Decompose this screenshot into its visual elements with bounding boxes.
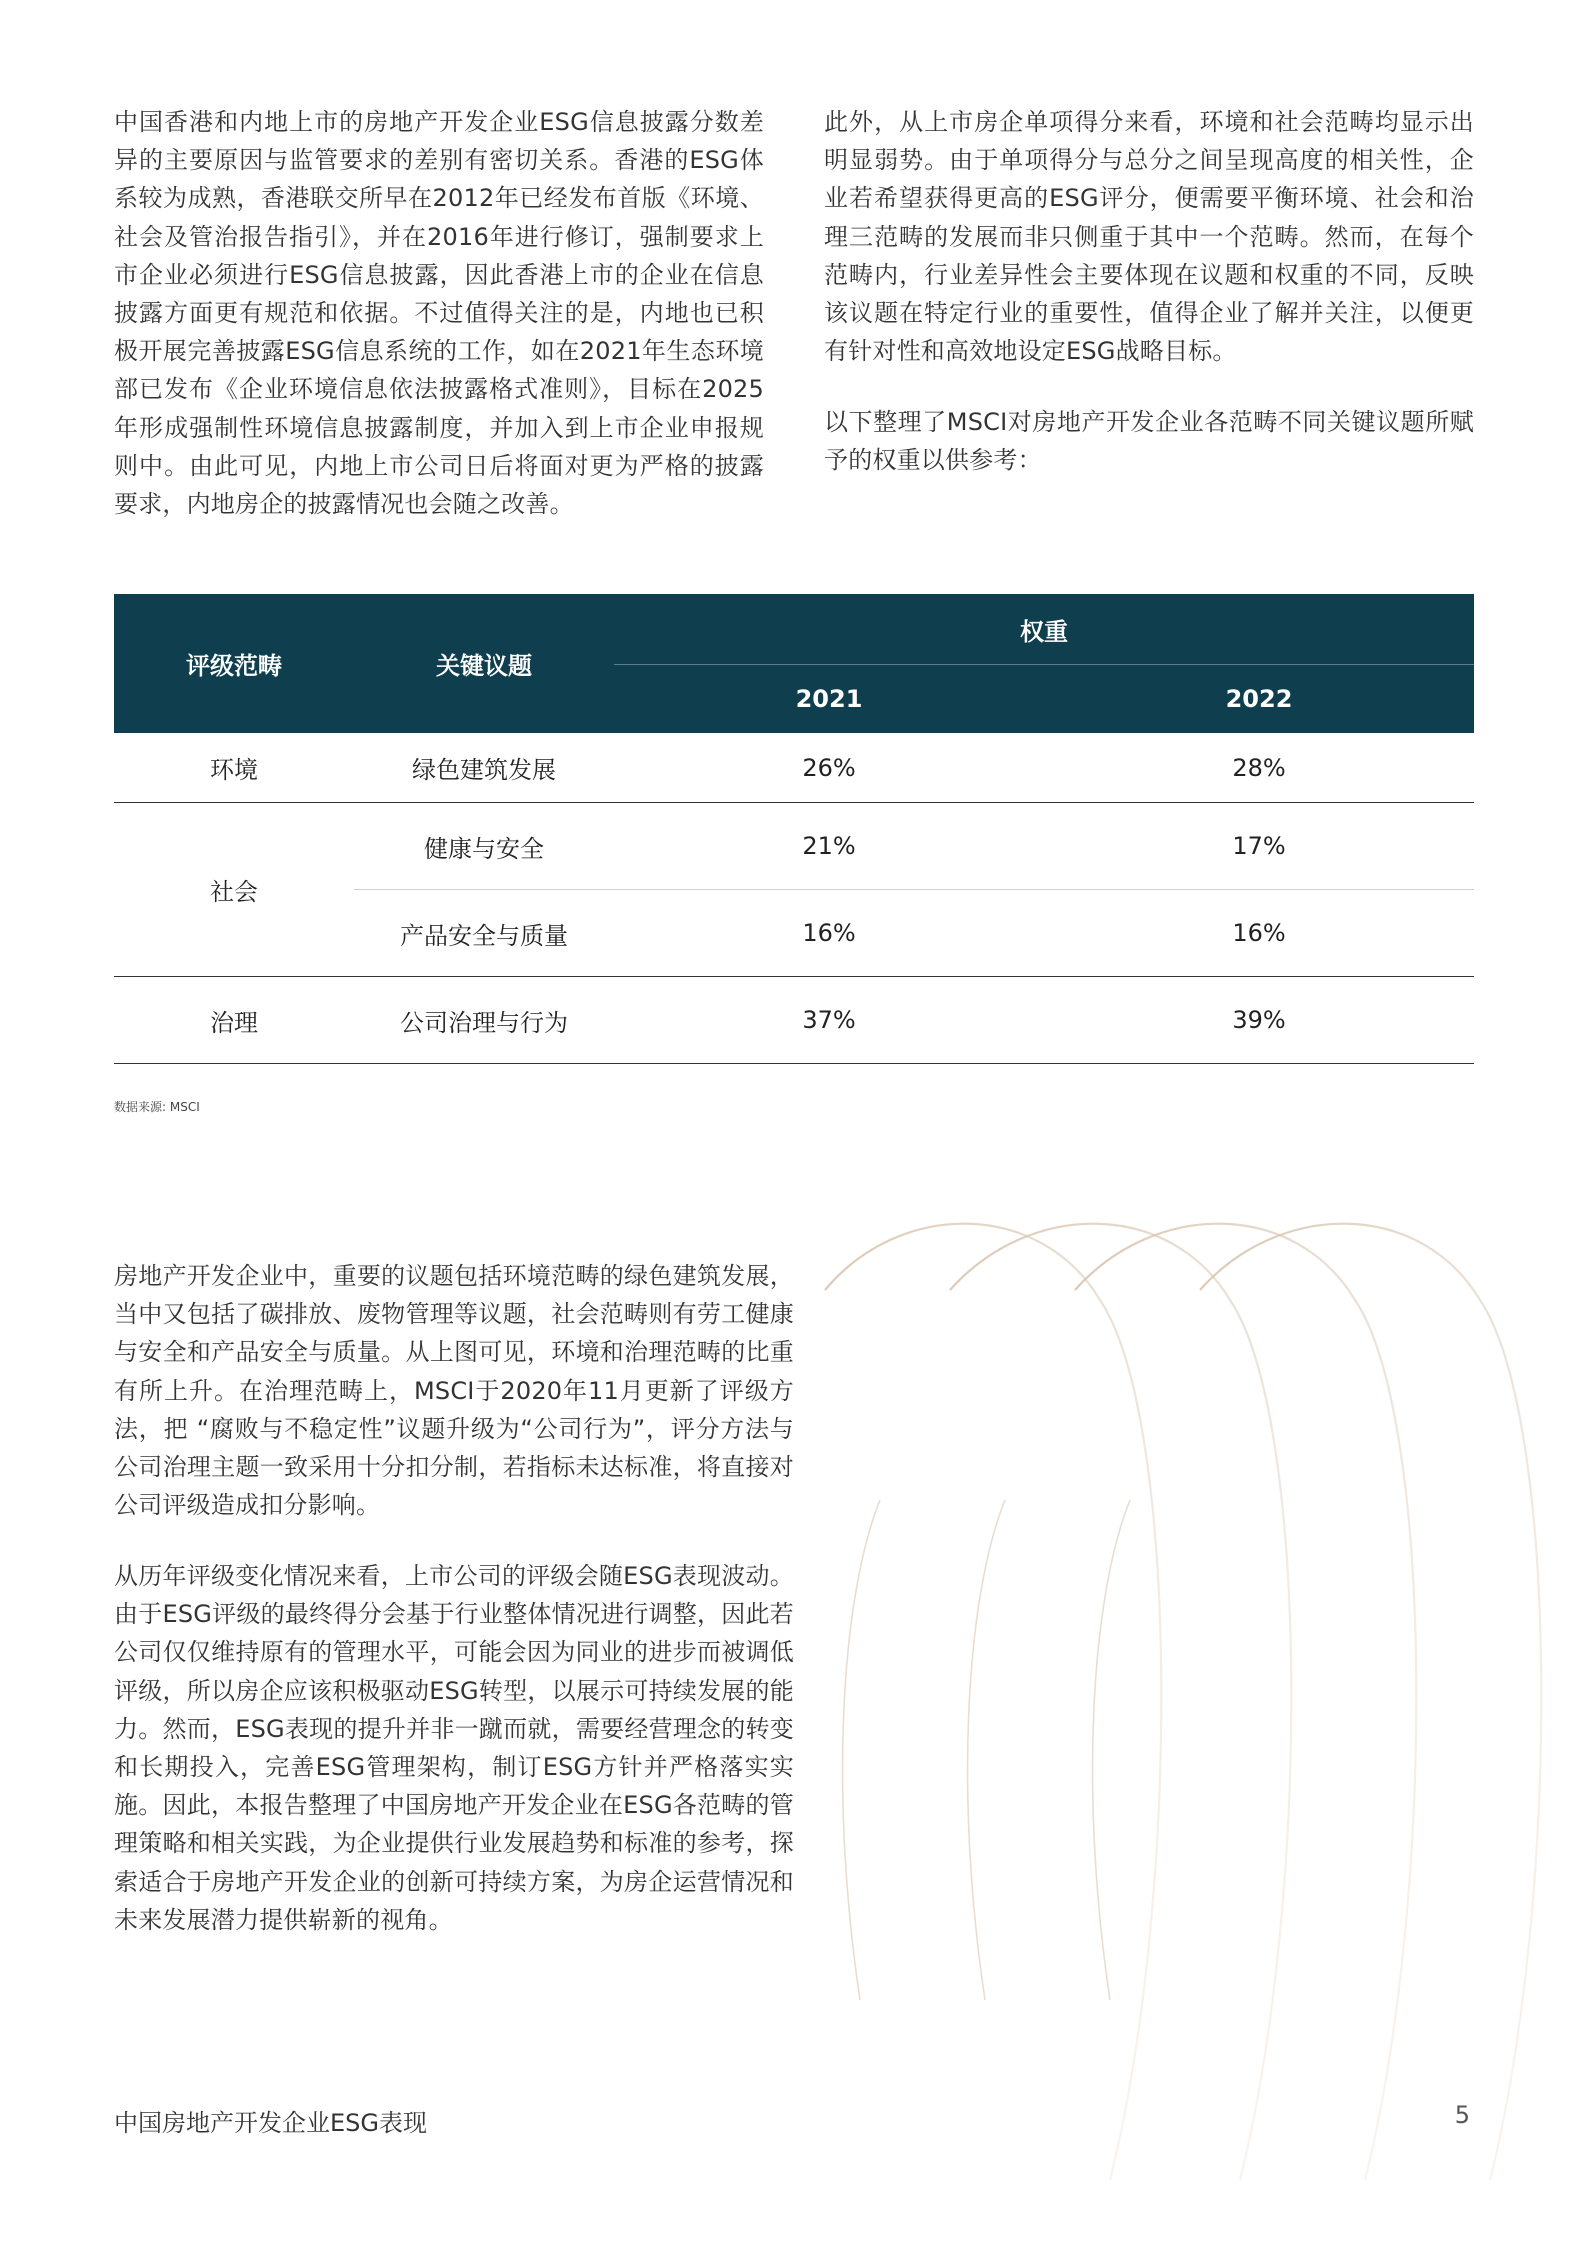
table-row — [114, 733, 1474, 803]
msci-weight-table — [114, 594, 1474, 1064]
paragraph-disclosure-differences: 中国香港和内地上市的房地产开发企业ESG信息披露分数差异的主要原因与监管要求的差别有密切关系。香港的ESG体系较为成熟，香港联交所早在2012年已经发布首版《环境、社会及管治报告指引》，并在2016年进行修订，强制要求上市企业必须进行ESG信息披露，因此香港上市的企业在信息披露方面更有规范和依据。不过值得关注的是，内地也已积极开展完善披露ESG信息系统的工作，如在2021年生态环境部已发布《企业环境信息依法披露格式准则》，目标在2025年形成强制性环境信息披露制度，并加入到上市企业申报规则中。由此可见，内地上市公司日后将面对更为严格的披露要求，内地房企的披露情况也会随之改善。 — [114, 108, 764, 519]
issue-health-safety: 健康与安全 — [354, 803, 614, 890]
paragraph-rating-changes: 从历年评级变化情况来看，上市公司的评级会随ESG表现波动。由于ESG评级的最终得分会基于行业整体情况进行调整，因此若公司仅仅维持原有的管理水平，可能会因为同业的进步而被调低评级，所以房企应该积极驱动ESG转型，以展示可持续发展的能力。然而，ESG表现的提升并非一蹴而就，需要经营理念的转变和长期投入，完善ESG管理架构，制订ESG方针并严格落实实施。因此，本报告整理了中国房地产开发企业在ESG各范畴的管理策略和相关实践，为企业提供行业发展趋势和标准的参考，探索适合于房地产开发企业的创新可持续方案，为房企运营情况和未来发展潜力提供崭新的视角。 — [114, 1562, 794, 1934]
category-social: 社会 — [114, 803, 354, 977]
issue-green-building: 绿色建筑发展 — [354, 733, 614, 803]
weight-value: 16% — [614, 890, 1044, 977]
arc-inner-1 — [843, 1500, 880, 2000]
footer-report-title: 中国房地产开发企业ESG表现 — [114, 2109, 427, 2137]
page-number: 5 — [1454, 2101, 1470, 2129]
table-header-row — [114, 594, 1474, 665]
paragraph-single-item-scores: 此外，从上市房企单项得分来看，环境和社会范畴均显示出明显弱势。由于单项得分与总分之间呈现高度的相关性，企业若希望获得更高的ESG评分，便需要平衡环境、社会和治理三范畴的发展而非只侧重于其中一个范畴。然而，在每个范畴内，行业差异性会主要体现在议题和权重的不同，反映该议题在特定行业的重要性，值得企业了解并关注，以便更有针对性和高效地设定ESG战略目标。 — [824, 108, 1474, 366]
paragraph-key-issues: 房地产开发企业中，重要的议题包括环境范畴的绿色建筑发展，当中又包括了碳排放、废物管理等议题，社会范畴则有劳工健康与安全和产品安全与质量。从上图可见，环境和治理范畴的比重有所上升。在治理范畴上，MSCI于2020年11月更新了评级方法，把 “腐败与不稳定性”议题升级为“公司行为”，评分方法与公司治理主题一致采用十分扣分制，若指标未达标准，将直接对公司评级造成扣分影响。 — [114, 1262, 794, 1520]
issue-corporate-governance: 公司治理与行为 — [354, 977, 614, 1064]
weight-value: 21% — [614, 803, 1044, 890]
arc-3 — [1075, 1224, 1416, 2180]
paragraph-msci-weights-intro: 以下整理了MSCI对房地产开发企业各范畴不同关键议题所赋予的权重以供参考： — [824, 408, 1474, 475]
table-row — [114, 977, 1474, 1064]
weight-value: 17% — [1044, 803, 1474, 890]
issue-product-safety-quality: 产品安全与质量 — [354, 890, 614, 977]
weight-value: 39% — [1044, 977, 1474, 1064]
header-weight: 权重 — [614, 594, 1474, 665]
weight-value: 16% — [1044, 890, 1474, 977]
header-issue: 关键议题 — [354, 594, 614, 733]
header-year-2022: 2022 — [1044, 665, 1474, 734]
arc-2 — [950, 1224, 1291, 2180]
category-governance: 治理 — [114, 977, 354, 1064]
arc-4 — [1200, 1224, 1541, 2180]
header-year-2021: 2021 — [614, 665, 1044, 734]
data-source-note: 数据来源: MSCI — [114, 1100, 200, 1114]
header-category: 评级范畴 — [114, 594, 354, 733]
arc-inner-3 — [1093, 1500, 1130, 2000]
weight-value: 26% — [614, 733, 1044, 803]
table-row — [114, 803, 1474, 890]
weight-value: 28% — [1044, 733, 1474, 803]
weight-value: 37% — [614, 977, 1044, 1064]
arc-inner-2 — [968, 1500, 1005, 2000]
arc-1 — [825, 1224, 1161, 2180]
category-environment: 环境 — [114, 733, 354, 803]
